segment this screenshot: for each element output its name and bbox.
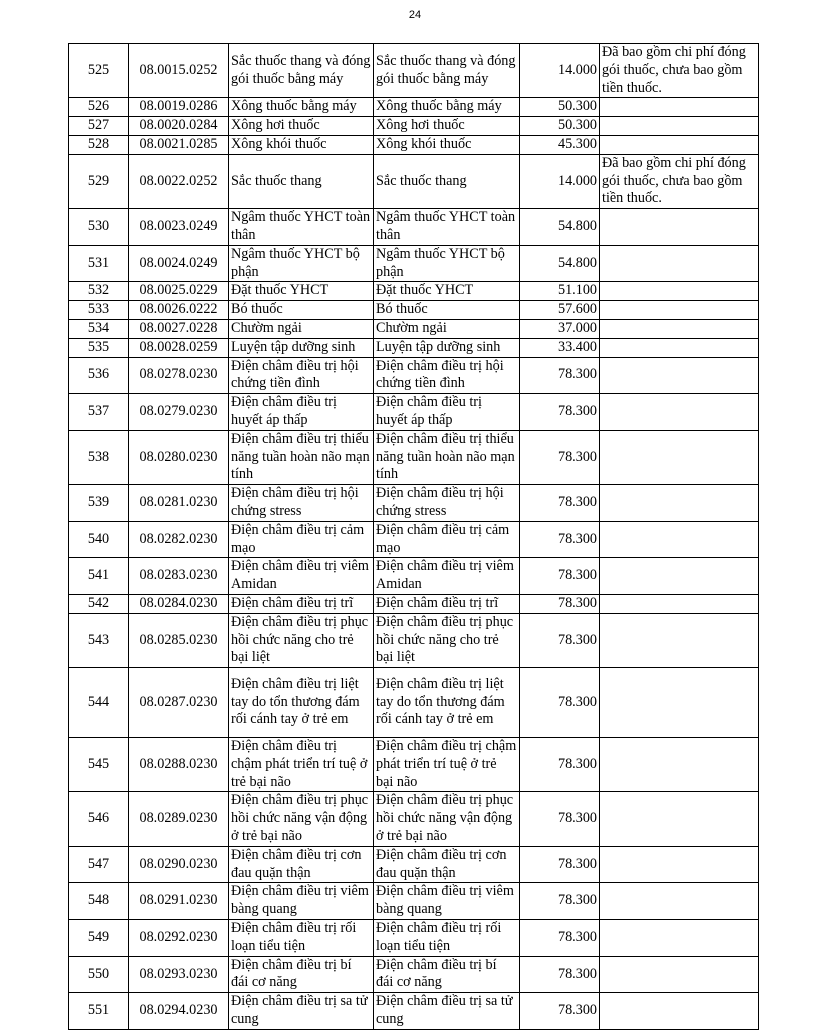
service-name-alt: Điện châm điều trị cảm mạo — [374, 521, 520, 558]
service-code: 08.0284.0230 — [129, 594, 229, 613]
note — [600, 245, 759, 282]
price: 51.100 — [520, 282, 600, 301]
service-code: 08.0278.0230 — [129, 357, 229, 394]
note — [600, 846, 759, 883]
price: 78.300 — [520, 883, 600, 920]
service-code: 08.0290.0230 — [129, 846, 229, 883]
price: 78.300 — [520, 394, 600, 431]
price-table — [68, 43, 759, 1030]
service-code: 08.0291.0230 — [129, 883, 229, 920]
service-code: 08.0028.0259 — [129, 338, 229, 357]
service-code: 08.0281.0230 — [129, 485, 229, 522]
service-code: 08.0279.0230 — [129, 394, 229, 431]
note — [600, 920, 759, 957]
note — [600, 338, 759, 357]
price: 14.000 — [520, 44, 600, 98]
price: 78.300 — [520, 920, 600, 957]
service-name-alt: Điện châm điều trị huyết áp thấp — [374, 394, 520, 431]
row-number: 541 — [69, 558, 129, 595]
row-number: 539 — [69, 485, 129, 522]
service-name: Xông thuốc bằng máy — [229, 98, 374, 117]
note — [600, 558, 759, 595]
row-number: 535 — [69, 338, 129, 357]
note — [600, 282, 759, 301]
row-number: 531 — [69, 245, 129, 282]
service-name: Điện châm điều trị chậm phát triển trí tuệ ở trẻ bại não — [229, 738, 374, 792]
note — [600, 485, 759, 522]
service-name: Đặt thuốc YHCT — [229, 282, 374, 301]
service-name: Điện châm điều trị rối loạn tiểu tiện — [229, 920, 374, 957]
price: 78.300 — [520, 485, 600, 522]
table-row — [69, 98, 759, 117]
service-name-alt: Điện châm điều trị trĩ — [374, 594, 520, 613]
price: 57.600 — [520, 301, 600, 320]
row-number: 530 — [69, 209, 129, 246]
table-row — [69, 282, 759, 301]
service-code: 08.0287.0230 — [129, 668, 229, 738]
service-name-alt: Điện châm điều trị hội chứng stress — [374, 485, 520, 522]
note — [600, 883, 759, 920]
price: 78.300 — [520, 668, 600, 738]
row-number: 548 — [69, 883, 129, 920]
service-name: Điện châm điều trị trĩ — [229, 594, 374, 613]
row-number: 545 — [69, 738, 129, 792]
service-name-alt: Điện châm điều trị liệt tay do tổn thương đám rối cánh tay ở trẻ em — [374, 668, 520, 738]
note — [600, 98, 759, 117]
service-name-alt: Xông thuốc bằng máy — [374, 98, 520, 117]
row-number: 549 — [69, 920, 129, 957]
service-code: 08.0282.0230 — [129, 521, 229, 558]
note — [600, 209, 759, 246]
service-name-alt: Đặt thuốc YHCT — [374, 282, 520, 301]
service-name: Ngâm thuốc YHCT bộ phận — [229, 245, 374, 282]
service-name-alt: Điện châm điều trị sa tử cung — [374, 993, 520, 1030]
table-row — [69, 613, 759, 667]
table-row — [69, 338, 759, 357]
price: 78.300 — [520, 594, 600, 613]
service-name-alt: Điện châm điều trị cơn đau quặn thận — [374, 846, 520, 883]
note: Đã bao gồm chi phí đóng gói thuốc, chưa bao gồm tiền thuốc. — [600, 154, 759, 208]
note — [600, 521, 759, 558]
service-name: Sắc thuốc thang và đóng gói thuốc bằng máy — [229, 44, 374, 98]
row-number: 536 — [69, 357, 129, 394]
price: 78.300 — [520, 956, 600, 993]
note — [600, 613, 759, 667]
note — [600, 792, 759, 846]
price: 45.300 — [520, 135, 600, 154]
table-row — [69, 521, 759, 558]
table-row — [69, 993, 759, 1030]
price: 54.800 — [520, 245, 600, 282]
service-name-alt: Điện châm điều trị chậm phát triển trí tuệ ở trẻ bại não — [374, 738, 520, 792]
table-row — [69, 154, 759, 208]
service-name-alt: Chườm ngải — [374, 319, 520, 338]
table-row — [69, 738, 759, 792]
row-number: 532 — [69, 282, 129, 301]
service-code: 08.0027.0228 — [129, 319, 229, 338]
price: 78.300 — [520, 357, 600, 394]
service-name: Chườm ngải — [229, 319, 374, 338]
service-code: 08.0289.0230 — [129, 792, 229, 846]
row-number: 543 — [69, 613, 129, 667]
table-row — [69, 394, 759, 431]
row-number: 538 — [69, 430, 129, 484]
service-name-alt: Điện châm điều trị bí đái cơ năng — [374, 956, 520, 993]
table-row — [69, 594, 759, 613]
service-name: Điện châm điều trị phục hồi chức năng vận động ở trẻ bại não — [229, 792, 374, 846]
service-name-alt: Bó thuốc — [374, 301, 520, 320]
table-row — [69, 668, 759, 738]
service-code: 08.0021.0285 — [129, 135, 229, 154]
service-name-alt: Ngâm thuốc YHCT bộ phận — [374, 245, 520, 282]
service-name: Điện châm điều trị hội chứng stress — [229, 485, 374, 522]
price: 78.300 — [520, 792, 600, 846]
note — [600, 319, 759, 338]
table-row — [69, 956, 759, 993]
table-row — [69, 792, 759, 846]
table-row — [69, 209, 759, 246]
price: 50.300 — [520, 98, 600, 117]
row-number: 544 — [69, 668, 129, 738]
service-name: Luyện tập dưỡng sinh — [229, 338, 374, 357]
service-name-alt: Điện châm điều trị viêm bàng quang — [374, 883, 520, 920]
row-number: 542 — [69, 594, 129, 613]
table-row — [69, 117, 759, 136]
note: Đã bao gồm chi phí đóng gói thuốc, chưa bao gồm tiền thuốc. — [600, 44, 759, 98]
row-number: 537 — [69, 394, 129, 431]
service-code: 08.0293.0230 — [129, 956, 229, 993]
service-name-alt: Điện châm điều trị rối loạn tiểu tiện — [374, 920, 520, 957]
table-row — [69, 430, 759, 484]
service-name-alt: Luyện tập dưỡng sinh — [374, 338, 520, 357]
service-code: 08.0015.0252 — [129, 44, 229, 98]
service-code: 08.0280.0230 — [129, 430, 229, 484]
price: 78.300 — [520, 993, 600, 1030]
note — [600, 993, 759, 1030]
service-code: 08.0294.0230 — [129, 993, 229, 1030]
service-name: Điện châm điều trị sa tử cung — [229, 993, 374, 1030]
row-number: 533 — [69, 301, 129, 320]
note — [600, 956, 759, 993]
note — [600, 357, 759, 394]
table-row — [69, 920, 759, 957]
table-row — [69, 135, 759, 154]
service-name: Điện châm điều trị thiểu năng tuần hoàn não mạn tính — [229, 430, 374, 484]
row-number: 526 — [69, 98, 129, 117]
price: 78.300 — [520, 613, 600, 667]
service-code: 08.0285.0230 — [129, 613, 229, 667]
row-number: 547 — [69, 846, 129, 883]
price: 78.300 — [520, 521, 600, 558]
service-name: Ngâm thuốc YHCT toàn thân — [229, 209, 374, 246]
service-name-alt: Điện châm điều trị phục hồi chức năng cho trẻ bại liệt — [374, 613, 520, 667]
service-name: Điện châm điều trị cảm mạo — [229, 521, 374, 558]
service-name-alt: Sắc thuốc thang và đóng gói thuốc bằng máy — [374, 44, 520, 98]
service-code: 08.0024.0249 — [129, 245, 229, 282]
service-name: Xông hơi thuốc — [229, 117, 374, 136]
table-row — [69, 485, 759, 522]
table-row — [69, 301, 759, 320]
service-name: Sắc thuốc thang — [229, 154, 374, 208]
service-name-alt: Điện châm điều trị phục hồi chức năng vận động ở trẻ bại não — [374, 792, 520, 846]
price: 33.400 — [520, 338, 600, 357]
price: 78.300 — [520, 558, 600, 595]
service-name: Điện châm điều trị cơn đau quặn thận — [229, 846, 374, 883]
row-number: 551 — [69, 993, 129, 1030]
table-row — [69, 558, 759, 595]
note — [600, 117, 759, 136]
row-number: 529 — [69, 154, 129, 208]
service-code: 08.0019.0286 — [129, 98, 229, 117]
note — [600, 738, 759, 792]
price: 50.300 — [520, 117, 600, 136]
table-row — [69, 846, 759, 883]
service-name-alt: Ngâm thuốc YHCT toàn thân — [374, 209, 520, 246]
price: 78.300 — [520, 430, 600, 484]
service-name: Điện châm điều trị hội chứng tiền đình — [229, 357, 374, 394]
service-name: Xông khói thuốc — [229, 135, 374, 154]
note — [600, 135, 759, 154]
note — [600, 668, 759, 738]
price: 78.300 — [520, 738, 600, 792]
price: 14.000 — [520, 154, 600, 208]
row-number: 525 — [69, 44, 129, 98]
row-number: 534 — [69, 319, 129, 338]
note — [600, 430, 759, 484]
row-number: 550 — [69, 956, 129, 993]
service-name: Điện châm điều trị viêm bàng quang — [229, 883, 374, 920]
service-code: 08.0025.0229 — [129, 282, 229, 301]
table-row — [69, 883, 759, 920]
service-name: Điện châm điều trị viêm Amidan — [229, 558, 374, 595]
service-code: 08.0283.0230 — [129, 558, 229, 595]
table-row — [69, 357, 759, 394]
service-name-alt: Điện châm điều trị thiểu năng tuần hoàn não mạn tính — [374, 430, 520, 484]
service-name: Điện châm điều trị phục hồi chức năng cho trẻ bại liệt — [229, 613, 374, 667]
service-name: Điện châm điều trị liệt tay do tổn thương đám rối cánh tay ở trẻ em — [229, 668, 374, 738]
service-code: 08.0022.0252 — [129, 154, 229, 208]
row-number: 527 — [69, 117, 129, 136]
note — [600, 301, 759, 320]
service-name-alt: Điện châm điều trị viêm Amidan — [374, 558, 520, 595]
service-code: 08.0020.0284 — [129, 117, 229, 136]
row-number: 540 — [69, 521, 129, 558]
service-name-alt: Sắc thuốc thang — [374, 154, 520, 208]
table-row — [69, 44, 759, 98]
note — [600, 394, 759, 431]
row-number: 528 — [69, 135, 129, 154]
price: 37.000 — [520, 319, 600, 338]
service-name: Điện châm điều trị huyết áp thấp — [229, 394, 374, 431]
service-code: 08.0292.0230 — [129, 920, 229, 957]
page-number: 24 — [408, 9, 422, 21]
service-name: Điện châm điều trị bí đái cơ năng — [229, 956, 374, 993]
note — [600, 594, 759, 613]
service-code: 08.0023.0249 — [129, 209, 229, 246]
service-name: Bó thuốc — [229, 301, 374, 320]
service-name-alt: Xông hơi thuốc — [374, 117, 520, 136]
service-code: 08.0288.0230 — [129, 738, 229, 792]
row-number: 546 — [69, 792, 129, 846]
table-row — [69, 319, 759, 338]
service-name-alt: Xông khói thuốc — [374, 135, 520, 154]
price: 78.300 — [520, 846, 600, 883]
table-row — [69, 245, 759, 282]
service-name-alt: Điện châm điều trị hội chứng tiền đình — [374, 357, 520, 394]
price: 54.800 — [520, 209, 600, 246]
service-code: 08.0026.0222 — [129, 301, 229, 320]
